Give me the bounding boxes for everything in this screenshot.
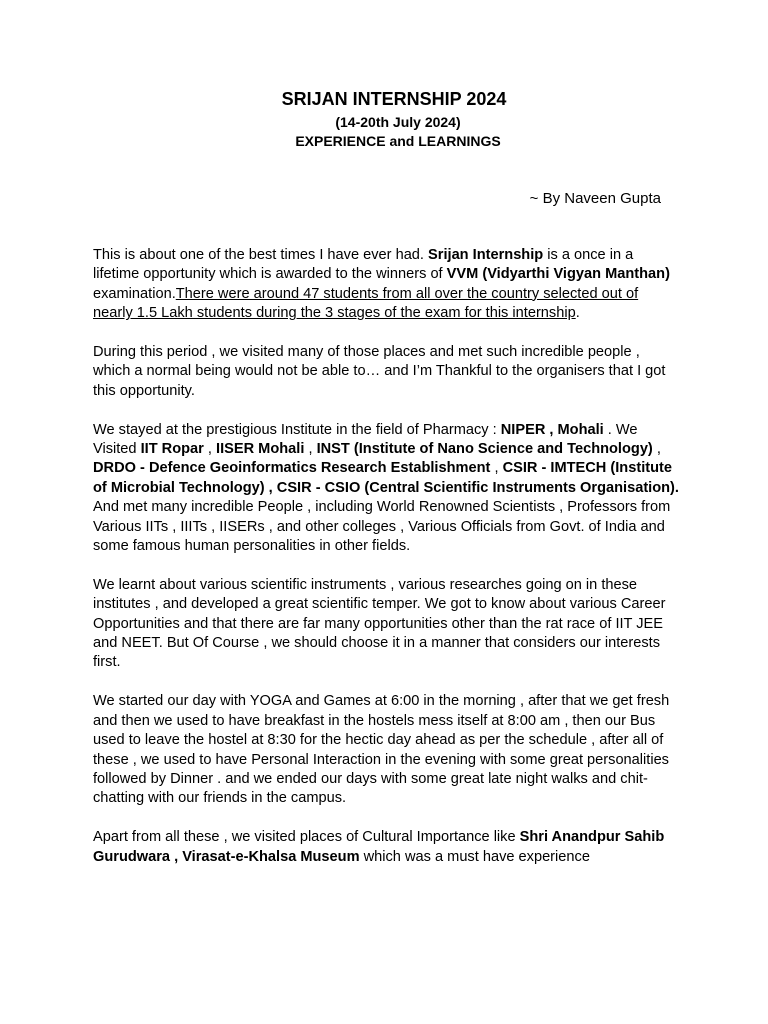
paragraph-gratitude xyxy=(93,343,679,401)
text-run: Apart from all these , we visited places of Cultural Importance like xyxy=(93,829,520,846)
author-byline: ~ By Naveen Gupta xyxy=(529,190,661,207)
text-run: . We Visited xyxy=(93,421,638,458)
text-run: examination. xyxy=(93,285,176,302)
internship-dates: (14-20th July 2024) xyxy=(335,114,461,130)
bold-text: VVM (Vidyarthi Vigyan Manthan) xyxy=(446,266,670,283)
text-run: , xyxy=(490,460,503,477)
document-body xyxy=(93,246,679,886)
bold-text: NIPER , Mohali xyxy=(500,421,604,438)
underlined-text: There were around 47 students from all over the country selected out of nearly 1.5 Lakh students during the 3 stages of the exam for this internship xyxy=(93,285,639,322)
text-run: , xyxy=(304,441,317,458)
text-run: , xyxy=(652,441,661,458)
paragraph-institutes xyxy=(93,421,679,557)
text-run: is a once in a lifetime opportunity which is awarded to the winners of xyxy=(93,247,634,283)
bold-text: DRDO - Defence Geoinformatics Research Establishment xyxy=(93,460,491,477)
document-subtitle: EXPERIENCE and LEARNINGS xyxy=(295,133,501,149)
text-run: We stayed at the prestigious Institute in the field of Pharmacy : xyxy=(93,421,501,438)
document-title: SRIJAN INTERNSHIP 2024 xyxy=(281,89,507,109)
bold-text: Shri Anandpur Sahib Gurudwara , Virasat-e-Khalsa Museum xyxy=(93,829,665,865)
bold-text: INST (Institute of Nano Science and Technology) xyxy=(316,441,653,458)
bold-text: IISER Mohali xyxy=(216,441,305,458)
text-run: This is about one of the best times I have ever had. xyxy=(93,247,429,263)
bold-text: IIT Ropar xyxy=(140,441,204,458)
text-run: We started our day with YOGA and Games at 6:00 in the morning , after that we get fresh and then we used to have breakfast in the hostels mess itself at 8:00 am , then our Bus used to leave the hostel at 8:30 for the hectic day ahead as per the schedule , after all of these , we used to have Personal Interaction in the evening with some great personalities followed by Dinner . and we ended our days with some great late night walks and chit-chatting with our friends in the campus. xyxy=(93,693,670,807)
paragraph-learnings xyxy=(93,576,679,673)
text-run: , xyxy=(203,441,217,458)
paragraph-daily-routine xyxy=(93,692,679,808)
text-run: which was a must have experience xyxy=(359,848,590,865)
text-run: And met many incredible People , including World Renowned Scientists , Professors from Various IITs , IIITs , IISERs , and other colleges , Various Officials from Govt. of India and some famous human personalities in other fields. xyxy=(93,499,671,555)
text-run: . xyxy=(575,305,580,322)
paragraph-intro xyxy=(93,246,679,324)
paragraph-cultural-visits xyxy=(93,828,679,867)
bold-text: CSIR - IMTECH (Institute of Microbial Technology) , CSIR - CSIO (Central Scientific Instruments Organisation). xyxy=(93,460,679,496)
bold-text: Srijan Internship xyxy=(428,247,544,263)
text-run: During this period , we visited many of those places and met such incredible people , which a normal being would not be able to… and I’m Thankful to the organisers that I got this opportunity. xyxy=(93,344,666,399)
text-run: We learnt about various scientific instruments , various researches going on in these institutes , and developed a great scientific temper. We got to know about various Career Opportunities and that there are far many opportunities other than the rat race of IIT JEE and NEET. But Of Course , we should choose it in a manner that considers our interests first. xyxy=(93,576,666,671)
